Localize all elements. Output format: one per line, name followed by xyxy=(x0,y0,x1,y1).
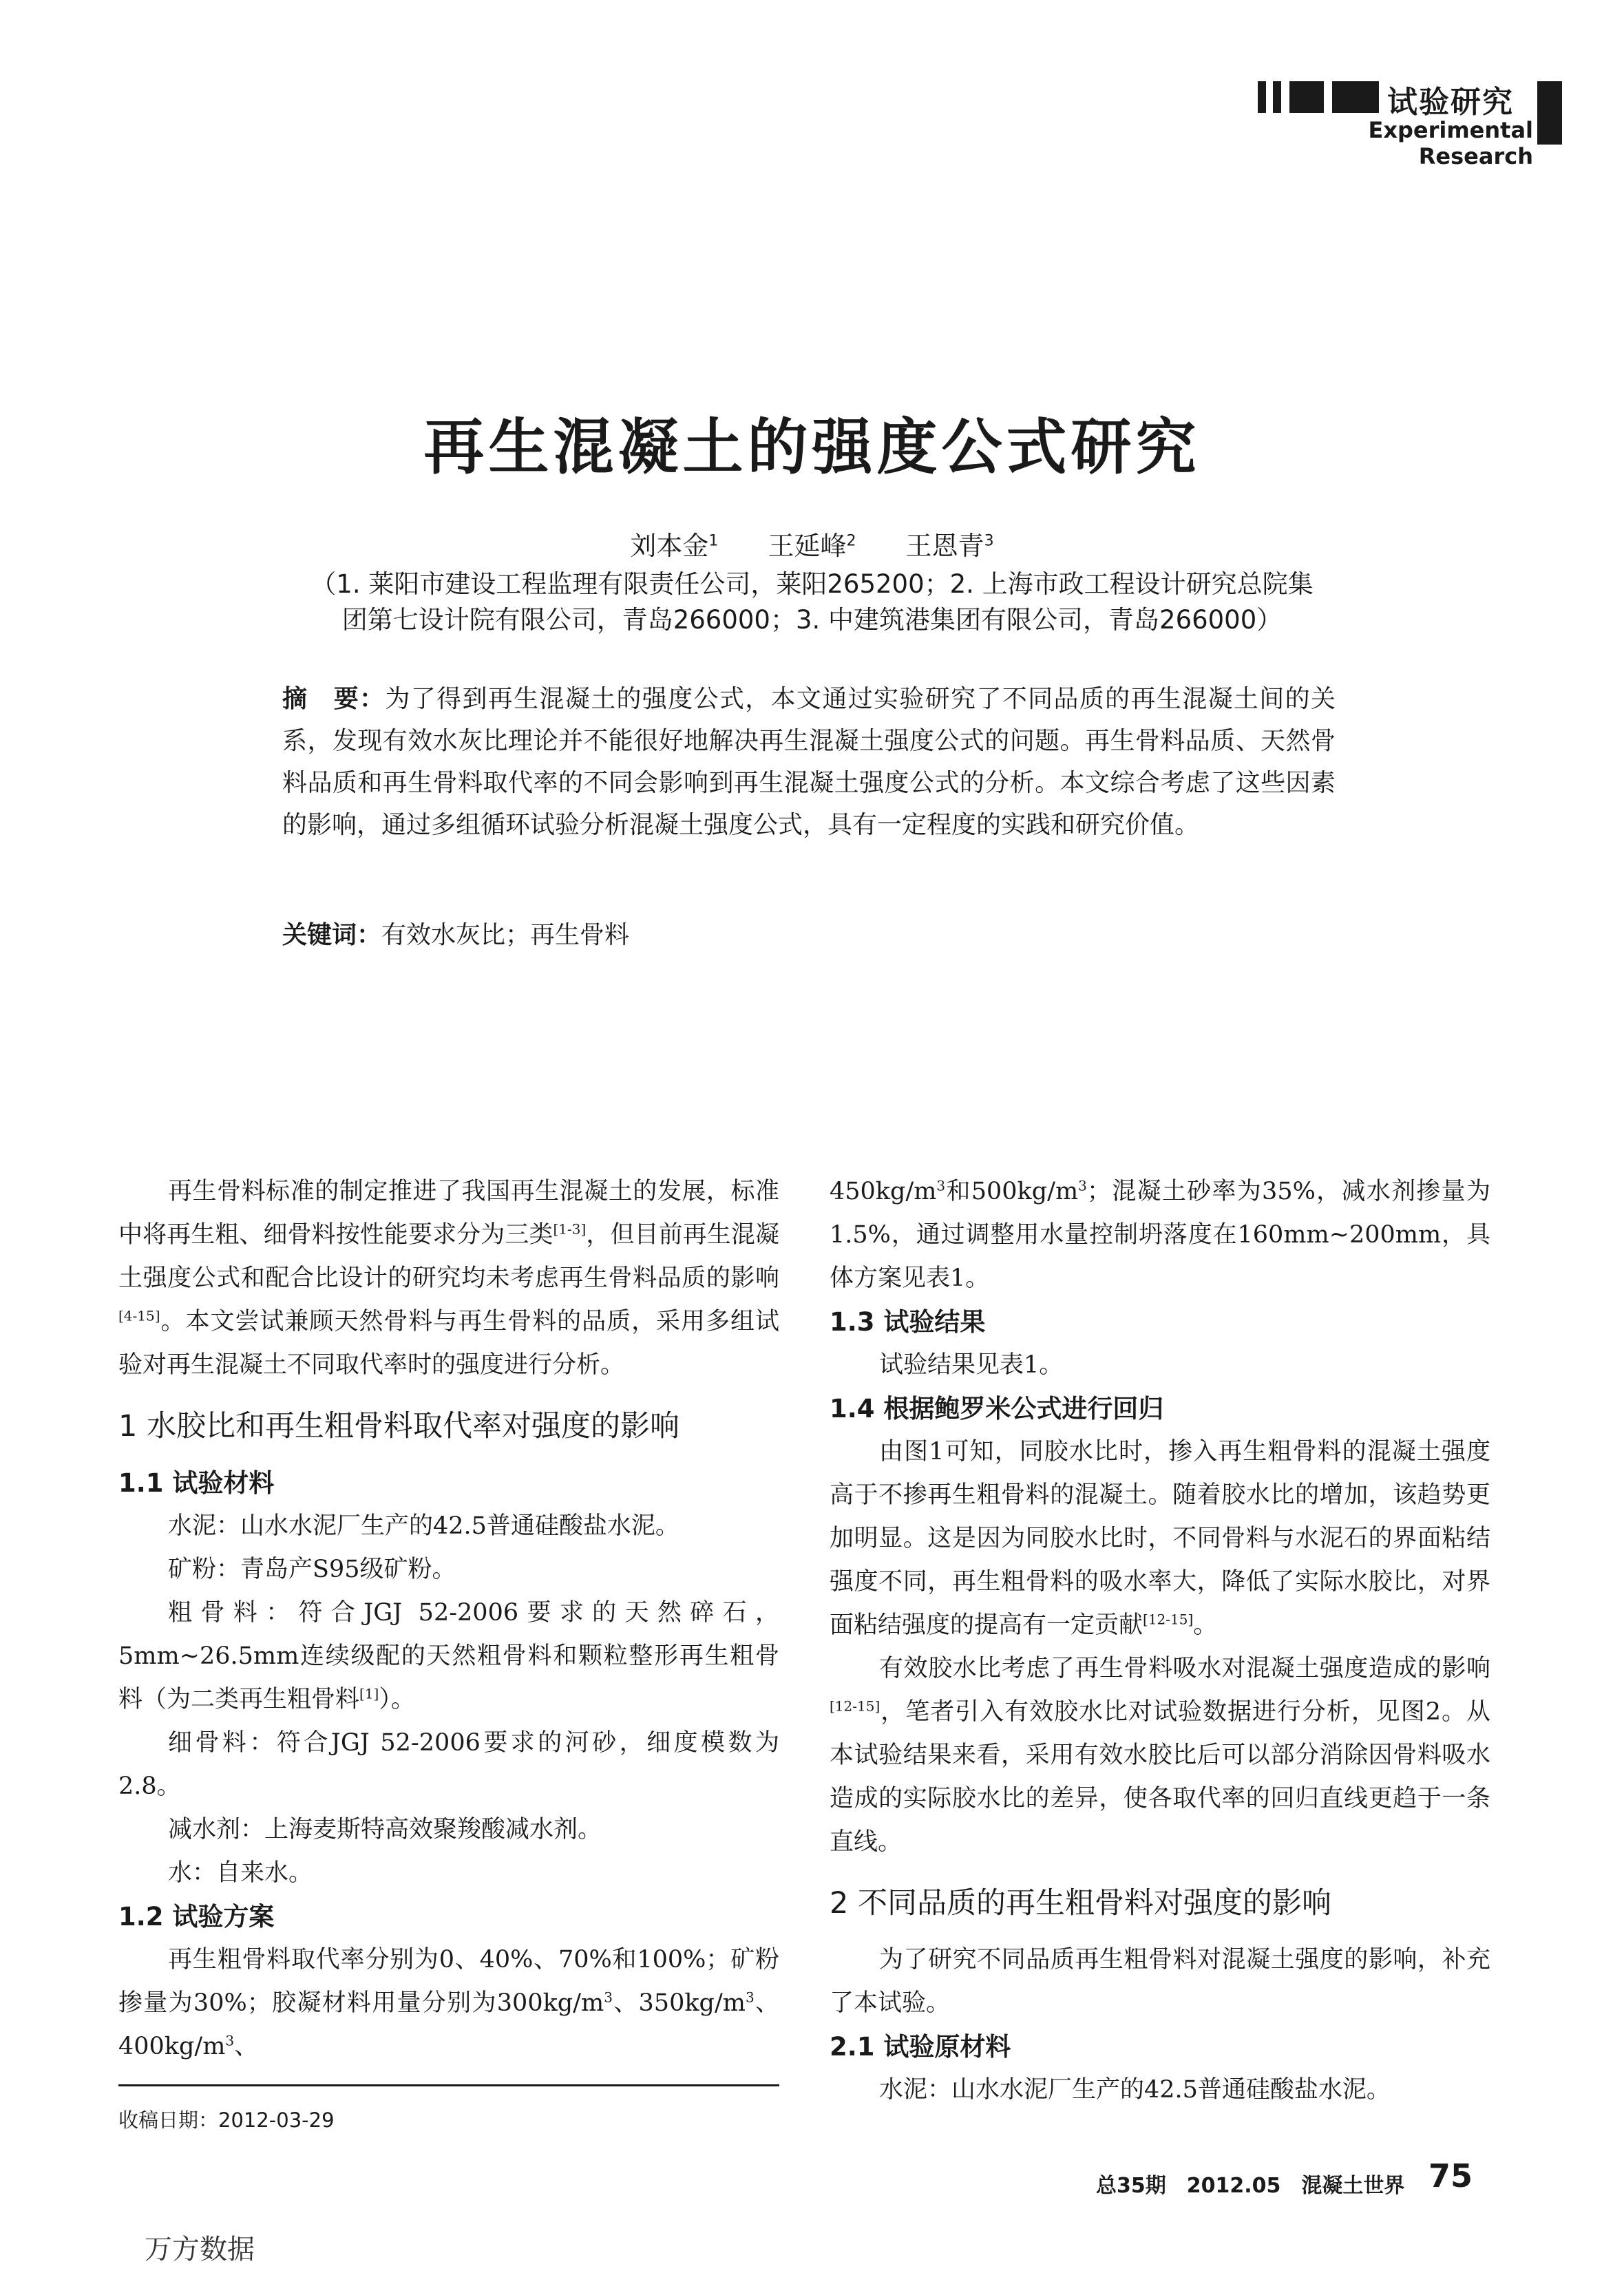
paragraph: 为了研究不同品质再生粗骨料对混凝土强度的影响，补充了本试验。 xyxy=(830,1946,1490,2017)
section-title-zh: 试验研究 xyxy=(1387,85,1514,120)
badge-bar-decoration xyxy=(1258,81,1266,113)
paper-title: 再生混凝土的强度公式研究 xyxy=(423,412,1201,483)
abstract-label: 摘 要： xyxy=(282,685,386,713)
received-date: 收稿日期：2012-03-29 xyxy=(118,2108,335,2132)
section-heading: 1 水胶比和再生粗骨料取代率对强度的影响 xyxy=(118,1409,680,1443)
subsection-heading: 1.2 试验方案 xyxy=(118,1902,275,1932)
author-list xyxy=(0,525,1624,562)
abstract-text: 为了得到再生混凝土的强度公式，本文通过实验研究了不同品质的再生混凝土间的关系，发现有效水灰比理论并不能很好地解决再生混凝土强度公式的问题。再生骨料品质、天然骨料品质和再生骨料取代率的不同会影响到再生混凝土强度公式的分析。本文综合考虑了这些因素的影响，通过多组循环试验分析混凝土强度公式，具有一定程度的实践和研究价值。 xyxy=(282,685,1336,839)
paragraph: 水：自来水。 xyxy=(168,1859,313,1887)
subsection-heading: 2.1 试验原材料 xyxy=(830,2032,1011,2062)
keywords xyxy=(282,916,629,951)
journal-info: 总35期 2012.05 混凝土世界 xyxy=(1096,2174,1405,2198)
subsection-heading: 1.4 根据鲍罗米公式进行回归 xyxy=(830,1394,1164,1424)
paragraph: $450kg/m^3$和$500kg/m^3$；混凝土砂率为35%，减水剂掺量为1.5%，通过调整用水量控制坍落度在160mm~200mm，具体方案见表1。 xyxy=(830,1177,1490,1292)
subsection-heading: 1.3 试验结果 xyxy=(830,1307,986,1337)
watermark: 万方数据 xyxy=(145,2234,255,2265)
section-heading: 2 不同品质的再生粗骨料对强度的影响 xyxy=(830,1886,1332,1920)
author: 王恩青$^3$ xyxy=(905,531,994,561)
footnote-divider xyxy=(118,2084,779,2086)
affiliation-line: （1. 莱阳市建设工程监理有限责任公司，莱阳265200；2. 上海市政工程设计研究总院集 xyxy=(310,569,1314,599)
body-column-right xyxy=(830,1170,1490,2112)
section-title-en: Experimental Research xyxy=(1368,117,1533,169)
page-number: 75 xyxy=(1428,2157,1473,2194)
paragraph: 粗骨料：符合JGJ 52-2006要求的天然碎石，5mm~26.5mm连续级配的天然粗骨料和颗粒整形再生粗骨料（为二类再生粗骨料[1]）。 xyxy=(118,1599,779,1713)
subsection-heading: 1.1 试验材料 xyxy=(118,1468,275,1498)
paragraph: 再生粗骨料取代率分别为0、40%、70%和100%；矿粉掺量为30%；胶凝材料用量分别为$300kg/m^3$、$350kg/m^3$、$400kg/m^3$、 xyxy=(118,1946,779,2060)
abstract xyxy=(282,678,1336,846)
affiliation-line: 团第七设计院有限公司，青岛266000；3. 中建筑港集团有限公司，青岛266000） xyxy=(341,605,1283,635)
section-badge xyxy=(1258,77,1533,169)
header-block-decoration xyxy=(1537,81,1562,145)
paragraph: 水泥：山水水泥厂生产的42.5普通硅酸盐水泥。 xyxy=(168,1512,679,1540)
paragraph: 试验结果见表1。 xyxy=(879,1351,1064,1379)
paragraph: 矿粉：青岛产S95级矿粉。 xyxy=(168,1556,456,1583)
paragraph: 细骨料：符合JGJ 52-2006要求的河砂，细度模数为2.8。 xyxy=(118,1729,779,1800)
keywords-label: 关键词： xyxy=(282,921,382,949)
keywords-text: 有效水灰比；再生骨料 xyxy=(381,921,630,949)
paragraph: 有效胶水比考虑了再生骨料吸水对混凝土强度造成的影响[12-15]，笔者引入有效胶水比对试验数据进行分析，见图2。从本试验结果来看，采用有效水胶比后可以部分消除因骨料吸水造成的实际胶水比的差异，使各取代率的回归直线更趋于一条直线。 xyxy=(830,1655,1490,1856)
paragraph: 减水剂：上海麦斯特高效聚羧酸减水剂。 xyxy=(168,1816,602,1843)
badge-bar-decoration xyxy=(1332,81,1379,113)
author: 王延峰$^2$ xyxy=(768,531,856,561)
badge-bar-decoration xyxy=(1273,81,1281,113)
paragraph: 再生骨料标准的制定推进了我国再生混凝土的发展，标准中将再生粗、细骨料按性能要求分为三类[1-3]，但目前再生混凝土强度公式和配合比设计的研究均未考虑再生骨料品质的影响[4-15]。本文尝试兼顾天然骨料与再生骨料的品质，采用多组试验对再生混凝土不同取代率时的强度进行分析。 xyxy=(118,1178,779,1379)
paragraph: 由图1可知，同胶水比时，掺入再生粗骨料的混凝土强度高于不掺再生粗骨料的混凝土。随着胶水比的增加，该趋势更加明显。这是因为同胶水比时，不同骨料与水泥石的界面粘结强度不同，再生粗骨料的吸水率大，降低了实际水胶比，对界面粘结强度的提高有一定贡献[12-15]。 xyxy=(830,1438,1490,1639)
badge-bar-decoration xyxy=(1289,81,1324,113)
body-column-left xyxy=(118,1170,779,2068)
paragraph: 水泥：山水水泥厂生产的42.5普通硅酸盐水泥。 xyxy=(879,2076,1391,2104)
author: 刘本金$^1$ xyxy=(630,531,719,561)
